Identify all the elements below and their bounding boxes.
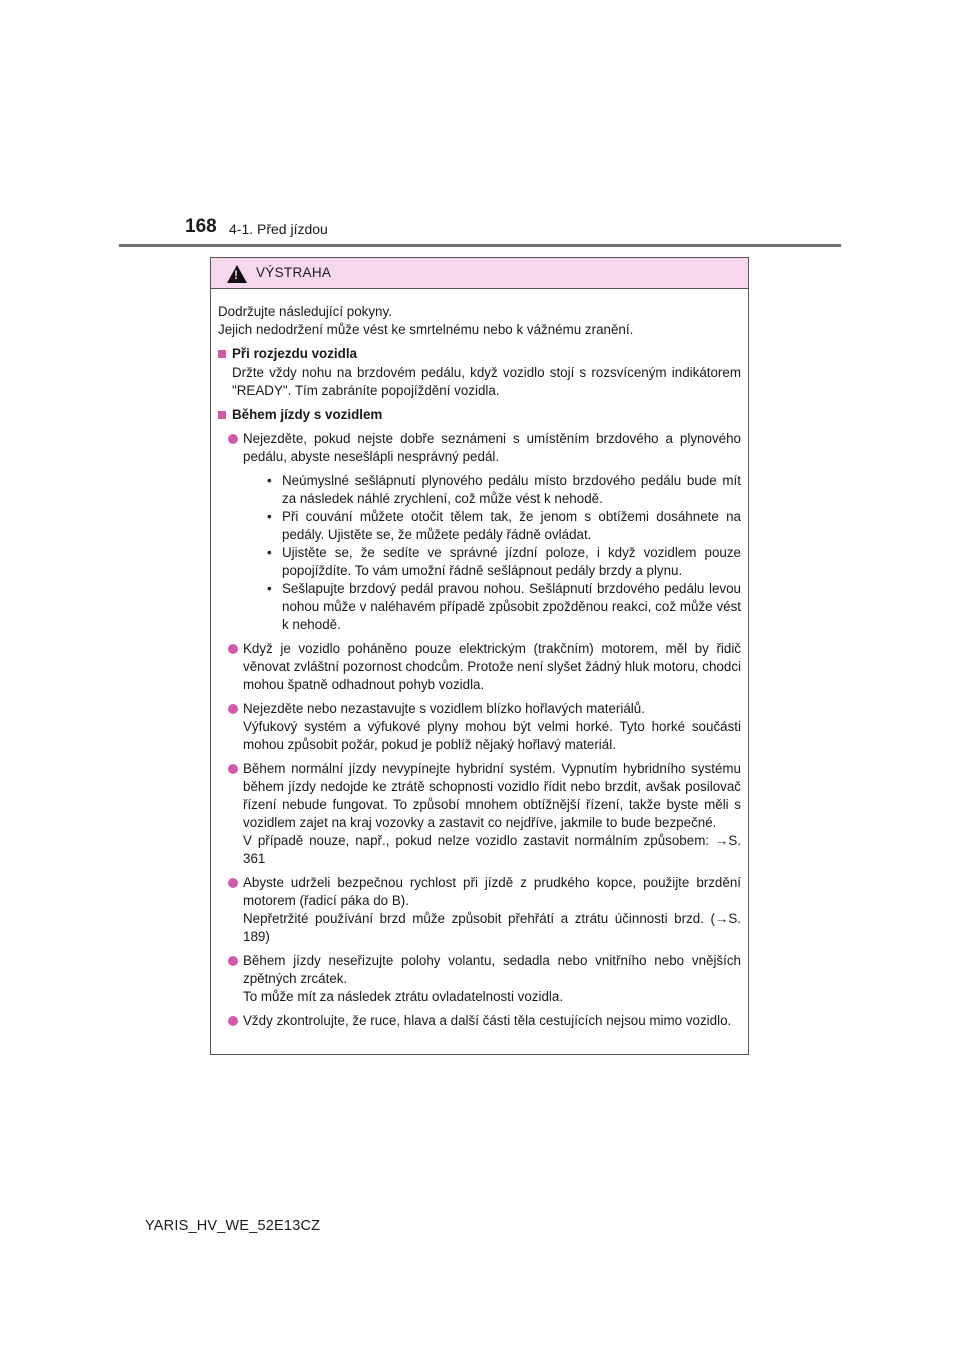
list-item: • Ujistěte se, že sedíte ve správné jízdní poloze, i když vozidlem pouze popojíždíte. To vám umožní řádně sešlápnout pedály brzdy a plynu.	[267, 545, 741, 578]
intro-line: Jejich nedodržení může vést ke smrtelnému nebo k vážnému zranění.	[218, 322, 634, 337]
bullet-item	[228, 952, 741, 1006]
section-heading	[218, 345, 741, 363]
warning-triangle-icon	[227, 265, 247, 283]
section-heading-label: Při rozjezdu vozidla	[232, 346, 358, 361]
bullet-extra: Nepřetržité používání brzd může způsobit přehřátí a ztrátu účinnosti brzd. (→S. 189)	[243, 911, 741, 944]
list-item: • Neúmyslné sešlápnutí plynového pedálu místo brzdového pedálu bude mít za následek náhlé zrychlení, což může vést k nehodě.	[267, 473, 741, 506]
circle-bullet-icon	[228, 956, 238, 966]
circle-bullet-icon	[228, 644, 238, 654]
circle-bullet-icon	[228, 704, 238, 714]
bullet-item	[228, 700, 741, 754]
circle-bullet-icon	[228, 434, 238, 444]
bullet-item	[228, 430, 741, 634]
bullet-text	[243, 700, 741, 754]
section-heading	[218, 406, 741, 424]
bullet-item	[228, 1012, 741, 1030]
warning-title: VÝSTRAHA	[256, 265, 332, 280]
list-item: • Sešlapujte brzdový pedál pravou nohou. Sešlápnutí brzdového pedálu levou nohou může v naléhavém případě způsobit zpožděnou reakci, což může vést k nehodě.	[267, 581, 741, 632]
bullet-extra: V případě nouze, např., pokud nelze vozidlo zastavit normálním způsobem: →S. 361	[243, 833, 741, 866]
circle-bullet-icon	[228, 764, 238, 774]
page-number: 168	[185, 216, 217, 237]
section-driving	[218, 406, 741, 1030]
bullet-main: Během normální jízdy nevypínejte hybridní systém. Vypnutím hybridního systému během jízdy nedojde ke ztrátě schopnosti vozidlo řídit nebo brzdit, avšak posilovač řízení nebude fungovat. To způsobí mnohem obtížnější řízení, takže byste měli s vozidlem zajet na kraj vozovky a zastavit co nejdříve, jakmile to bude bezpečné.	[243, 761, 741, 830]
bullet-text	[243, 430, 741, 634]
bullet-text	[243, 874, 741, 946]
list-item-text: Neúmyslné sešlápnutí plynového pedálu místo brzdového pedálu bude mít za následek náhlé zrychlení, což může vést k nehodě.	[282, 473, 741, 506]
bullet-item	[228, 760, 741, 868]
bullet-extra: Výfukový systém a výfukové plyny mohou být velmi horké. Tyto horké součásti mohou způsobit požár, pokud je poblíž nějaký hořlavý materiál.	[243, 719, 741, 752]
list-item-text: Ujistěte se, že sedíte ve správné jízdní poloze, i když vozidlem pouze popojíždíte. To vám umožní řádně sešlápnout pedály brzdy a plynu.	[282, 545, 741, 578]
bullet-main: Abyste udrželi bezpečnou rychlost při jízdě z prudkého kopce, použijte brzdění motorem (řadicí páka do B).	[243, 875, 741, 908]
section-heading-label: Během jízdy s vozidlem	[232, 407, 383, 422]
document-code: YARIS_HV_WE_52E13CZ	[145, 1218, 321, 1234]
square-bullet-icon	[218, 411, 226, 419]
warning-header	[211, 258, 748, 289]
section-title: 4-1. Před jízdou	[229, 221, 328, 237]
circle-bullet-icon	[228, 878, 238, 888]
warning-box	[210, 257, 749, 1055]
bullet-main: Nejezděte, pokud nejste dobře seznámeni s umístěním brzdového a plynového pedálu, abyste nesešlápli nesprávný pedál.	[243, 431, 741, 464]
section-text: Držte vždy nohu na brzdovém pedálu, když vozidlo stojí s rozsvíceným indikátorem "READY". Tím zabráníte popojíždění vozidla.	[232, 365, 741, 398]
sub-list	[267, 472, 741, 634]
bullet-text: Když je vozidlo poháněno pouze elektrickým (trakčním) motorem, měl by řidič věnovat zvláštní pozornost chodcům. Protože není slyšet žádný hluk motoru, chodci mohou špatně odhadnout pohyb vozidla.	[243, 641, 741, 692]
bullet-text: Vždy zkontrolujte, že ruce, hlava a další části těla cestujících nejsou mimo vozidlo.	[243, 1013, 732, 1028]
bullet-item	[228, 874, 741, 946]
section-starting	[218, 345, 741, 400]
bullet-main: Nejezděte nebo nezastavujte s vozidlem blízko hořlavých materiálů.	[243, 701, 645, 716]
warning-body	[211, 289, 748, 1030]
intro-line: Dodržujte následující pokyny.	[218, 304, 392, 319]
square-bullet-icon	[218, 350, 226, 358]
bullet-item	[228, 640, 741, 694]
bullet-extra: To může mít za následek ztrátu ovladatelnosti vozidla.	[243, 989, 564, 1004]
bullet-text	[243, 952, 741, 1006]
list-item-text: Sešlapujte brzdový pedál pravou nohou. Sešlápnutí brzdového pedálu levou nohou může v naléhavém případě způsobit zpožděnou reakci, což může vést k nehodě.	[282, 581, 741, 632]
list-item: • Při couvání můžete otočit tělem tak, že jenom s obtížemi dosáhnete na pedály. Ujistěte se, že můžete pedály řádně ovládat.	[267, 509, 741, 542]
circle-bullet-icon	[228, 1016, 238, 1026]
bullet-main: Během jízdy neseřizujte polohy volantu, sedadla nebo vnitřního nebo vnějších zpětných zrcátek.	[243, 953, 741, 986]
bullet-text	[243, 760, 741, 868]
list-item-text: Při couvání můžete otočit tělem tak, že jenom s obtížemi dosáhnete na pedály. Ujistěte se, že můžete pedály řádně ovládat.	[282, 509, 741, 542]
header-rule	[119, 244, 841, 247]
